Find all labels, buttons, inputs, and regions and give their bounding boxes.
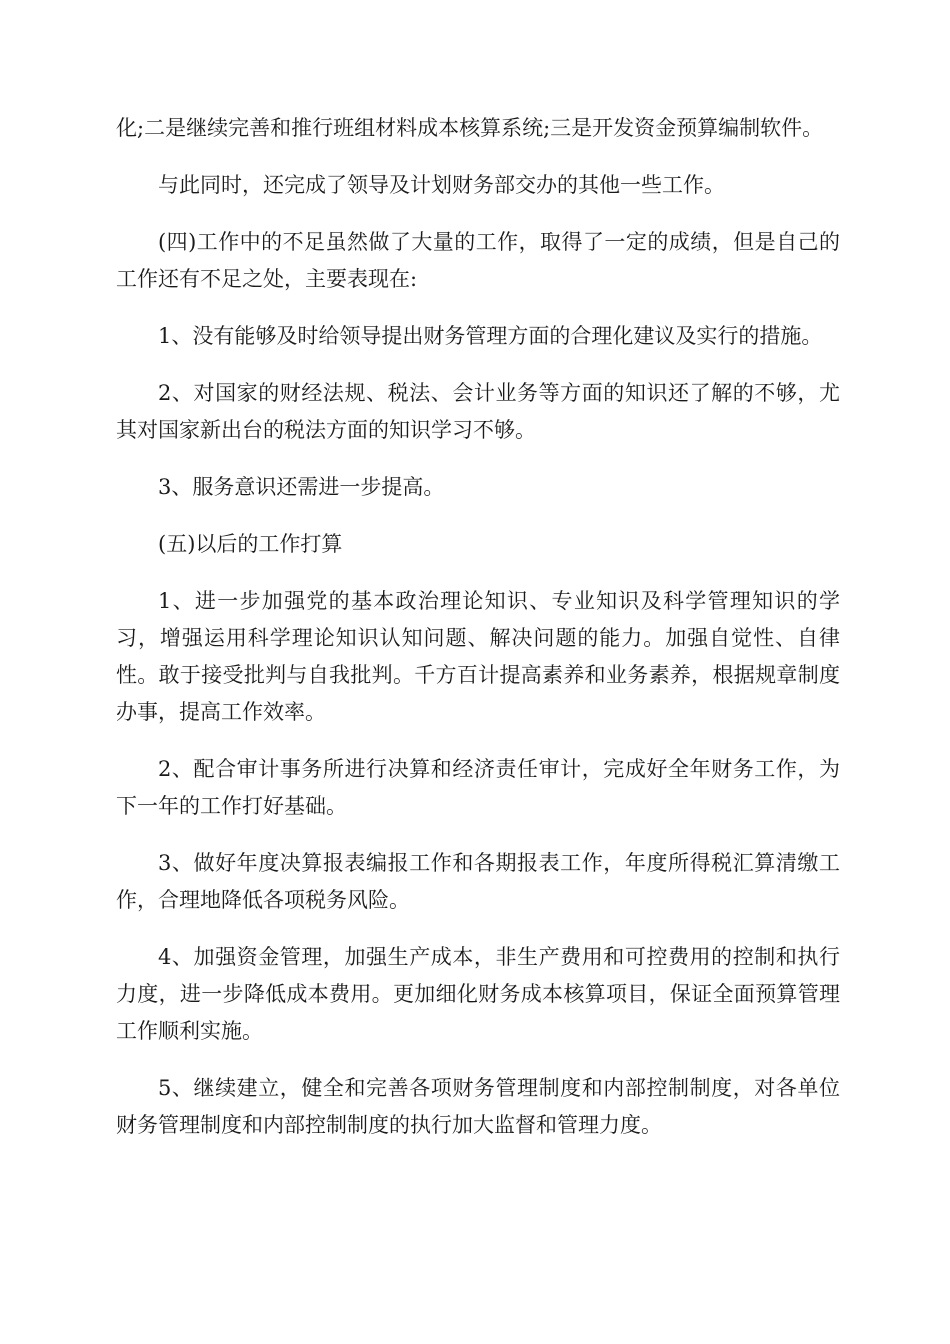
paragraph-other-work: 与此同时，还完成了领导及计划财务部交办的其他一些工作。 <box>158 173 725 197</box>
paragraph-plan-3: 3、做好年度决算报表编报工作和各期报表工作，年度所得税汇算清缴工作，合理地降低各项税务风险。 <box>116 851 840 912</box>
paragraph-continuation: 化;二是继续完善和推行班组材料成本核算系统;三是开发资金预算编制软件。 <box>116 116 824 140</box>
section-5-heading: (五)以后的工作打算 <box>158 532 343 556</box>
paragraph-plan-1: 1、进一步加强党的基本政治理论知识、专业知识及科学管理知识的学习，增强运用科学理论知识认知问题、解决问题的能力。加强自觉性、自律性。敢于接受批判与自我批判。千方百计提高素养和业务素养，根据规章制度办事，提高工作效率。 <box>116 589 840 724</box>
paragraph-shortcoming-1: 1、没有能够及时给领导提出财务管理方面的合理化建议及实行的措施。 <box>158 324 823 348</box>
paragraph-plan-4: 4、加强资金管理，加强生产成本，非生产费用和可控费用的控制和执行力度，进一步降低成本费用。更加细化财务成本核算项目，保证全面预算管理工作顺利实施。 <box>116 945 840 1043</box>
paragraph-shortcoming-2: 2、对国家的财经法规、税法、会计业务等方面的知识还了解的不够，尤其对国家新出台的税法方面的知识学习不够。 <box>116 381 840 442</box>
paragraph-section-4-shortcomings: (四)工作中的不足虽然做了大量的工作，取得了一定的成绩，但是自己的工作还有不足之处，主要表现在: <box>116 230 840 291</box>
paragraph-shortcoming-3: 3、服务意识还需进一步提高。 <box>158 475 445 499</box>
paragraph-plan-2: 2、配合审计事务所进行决算和经济责任审计，完成好全年财务工作，为下一年的工作打好基础。 <box>116 757 840 818</box>
paragraph-plan-5: 5、继续建立，健全和完善各项财务管理制度和内部控制制度，对各单位财务管理制度和内部控制制度的执行加大监督和管理力度。 <box>116 1076 840 1137</box>
